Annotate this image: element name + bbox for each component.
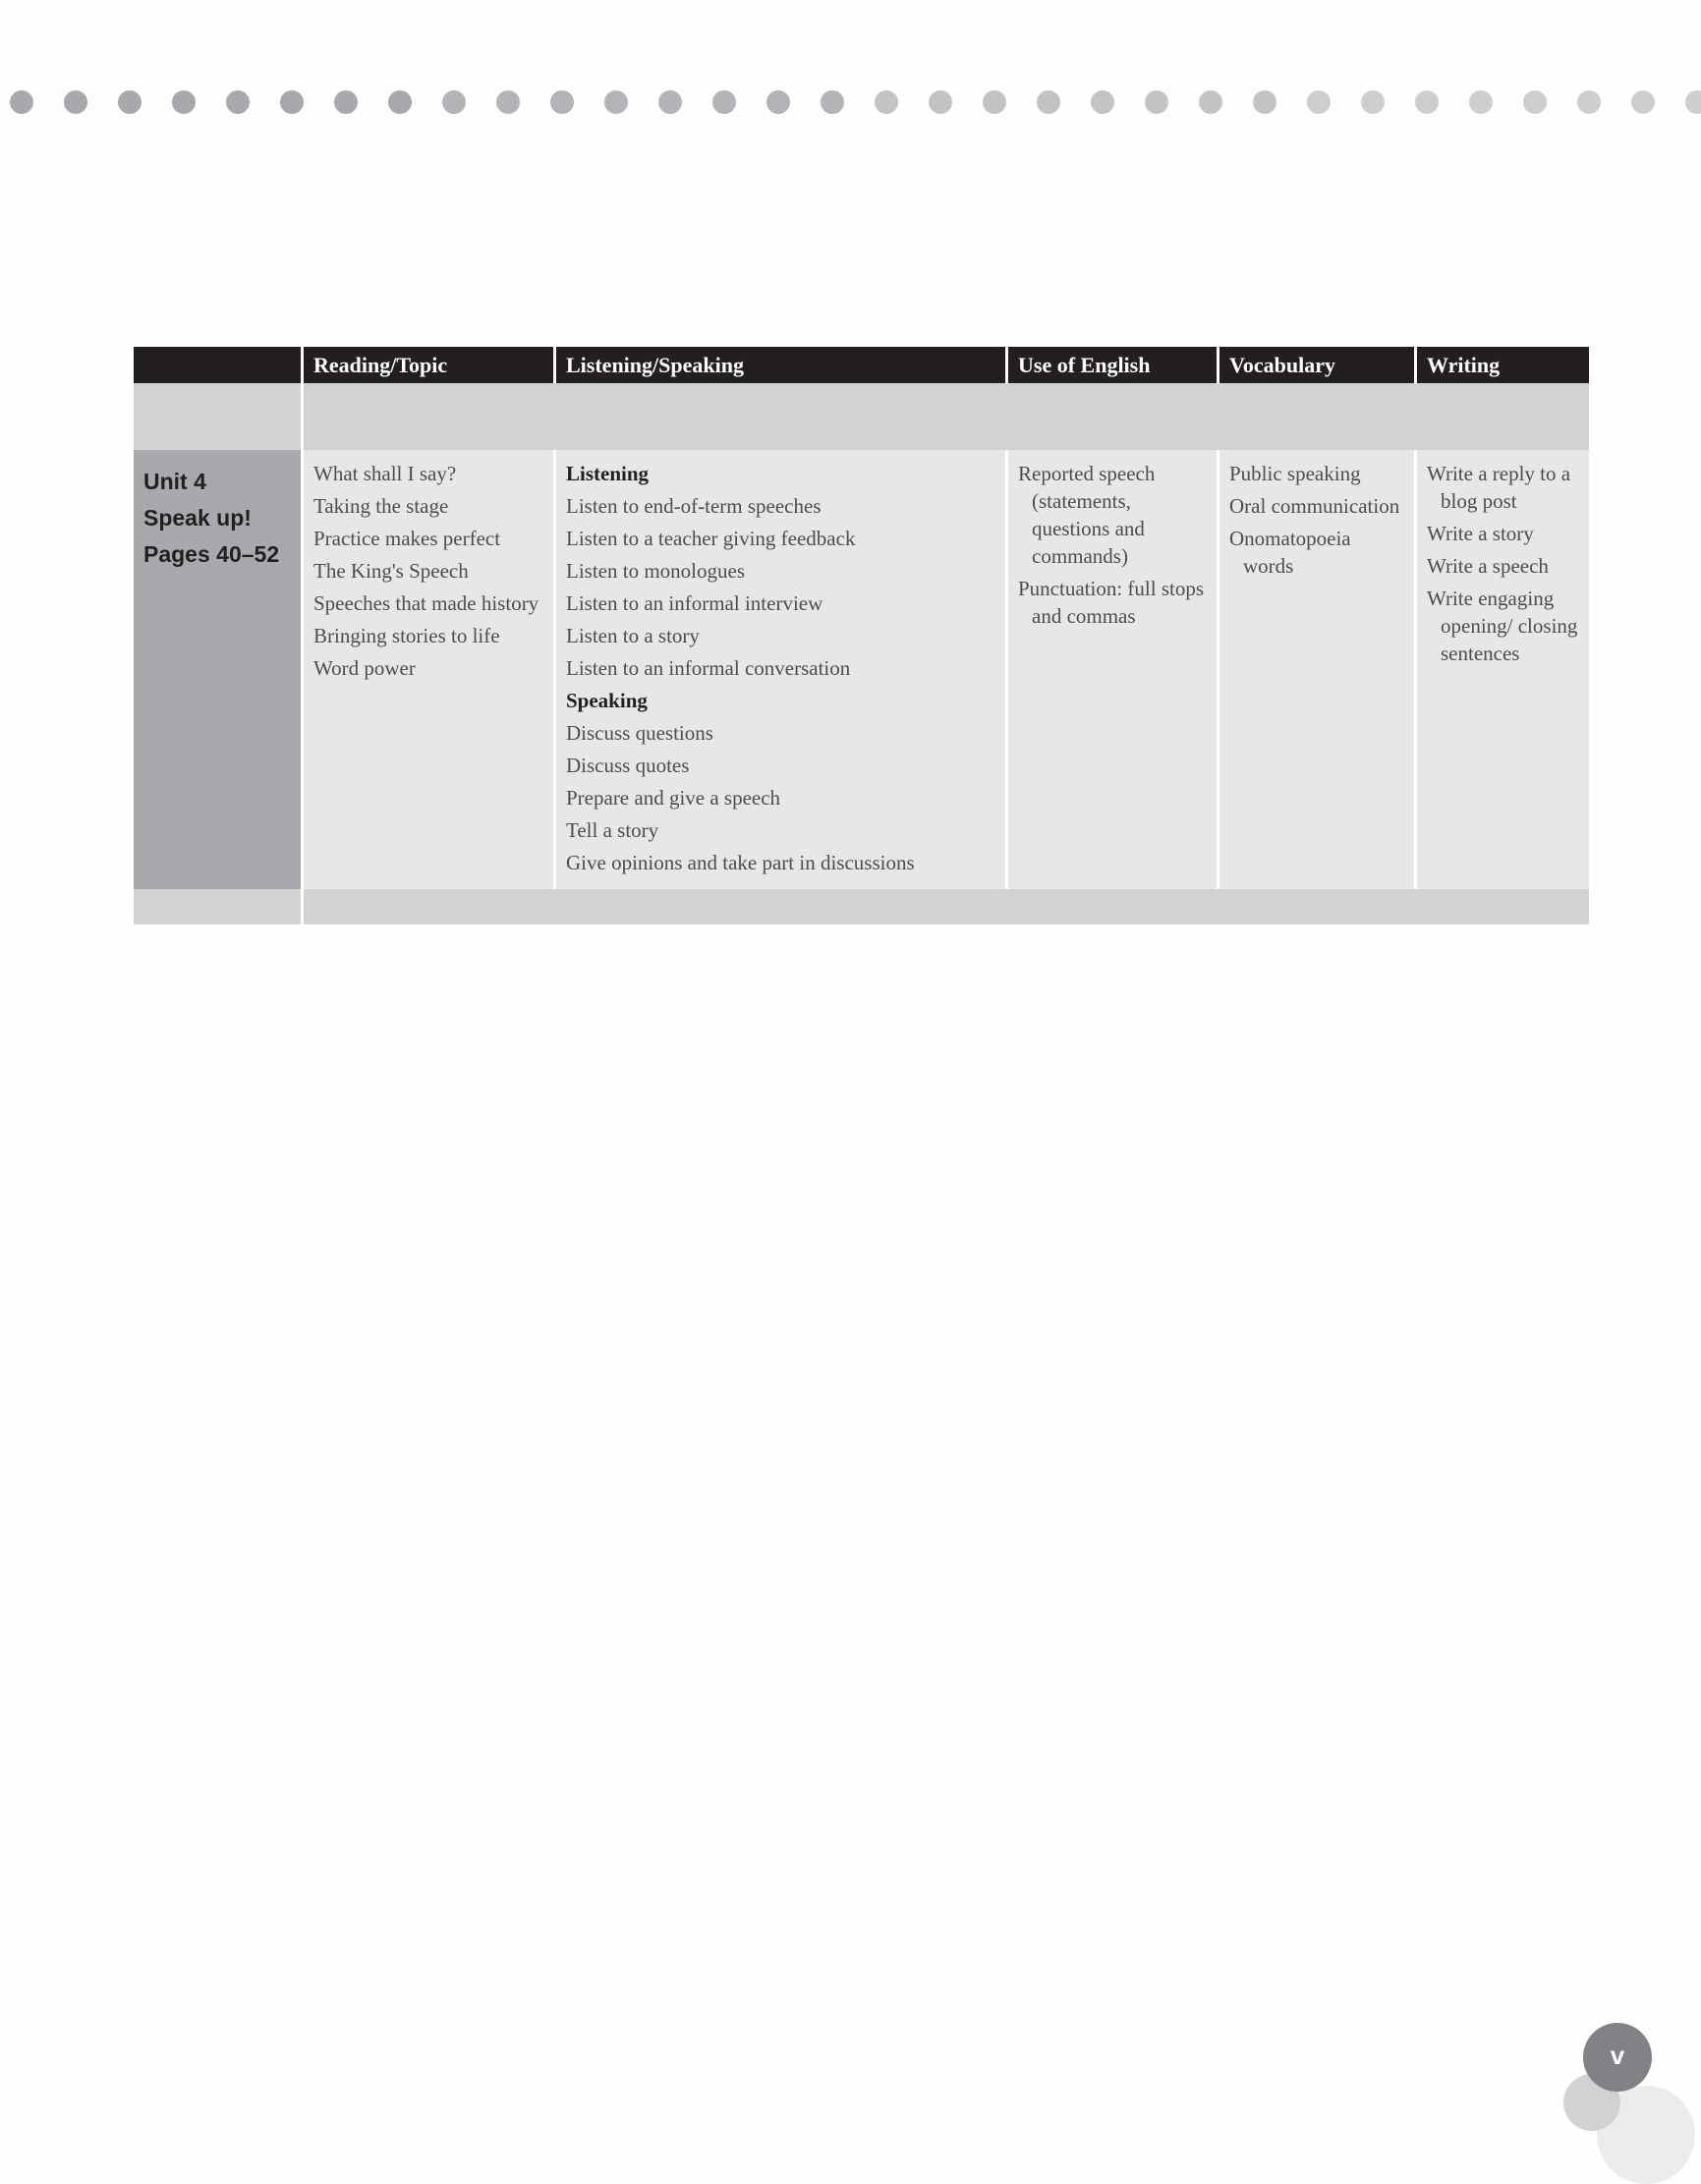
header-use-of-english: Use of English	[1005, 347, 1217, 383]
decorative-dot	[1199, 90, 1222, 114]
reading-topic-cell	[301, 450, 553, 889]
header-reading-topic: Reading/Topic	[301, 347, 553, 383]
decorative-dot	[1361, 90, 1385, 114]
list-item: Word power	[313, 656, 416, 680]
listening-list	[566, 492, 995, 682]
decorative-dot	[550, 90, 574, 114]
decorative-dot	[1631, 90, 1655, 114]
list-item: Oral communication	[1229, 494, 1400, 518]
decorative-dot	[1253, 90, 1276, 114]
list-item: Discuss quotes	[566, 754, 690, 777]
use-of-english-list	[1018, 460, 1207, 630]
decorative-dot	[64, 90, 87, 114]
footer-cell	[134, 889, 301, 924]
writing-cell	[1414, 450, 1589, 889]
decorative-dot	[766, 90, 790, 114]
decorative-dot	[388, 90, 412, 114]
vocabulary-cell	[1217, 450, 1414, 889]
list-item: Listen to an informal interview	[566, 591, 823, 615]
decorative-dot	[1469, 90, 1493, 114]
unit-title: Speak up!	[143, 505, 252, 531]
header-writing: Writing	[1414, 347, 1589, 383]
decorative-dot	[280, 90, 304, 114]
unit-row	[134, 450, 1589, 889]
list-item: Practice makes perfect	[313, 527, 501, 550]
decorative-dot	[1523, 90, 1547, 114]
list-item: Listen to a teacher giving feedback	[566, 527, 856, 550]
decorative-dot-border	[10, 90, 1701, 114]
unit-number: Unit 4	[143, 469, 206, 494]
decorative-dot	[172, 90, 196, 114]
header-listening-speaking: Listening/Speaking	[553, 347, 1005, 383]
list-item: Write a story	[1427, 522, 1534, 545]
speaking-heading: Speaking	[566, 689, 648, 712]
list-item: Write a reply to a blog post	[1427, 462, 1571, 513]
list-item: Public speaking	[1229, 462, 1361, 485]
list-item: Reported speech (statements, questions and commands)	[1018, 462, 1156, 568]
header-unit	[134, 347, 301, 383]
spacer-row	[134, 383, 1589, 450]
unit-label-cell	[134, 450, 301, 889]
decorative-dot	[1037, 90, 1060, 114]
list-item: Bringing stories to life	[313, 624, 500, 647]
list-item: Listen to end-of-term speeches	[566, 494, 822, 518]
list-item: Discuss questions	[566, 721, 713, 745]
decorative-dot	[1091, 90, 1114, 114]
use-of-english-cell	[1005, 450, 1217, 889]
listening-speaking-cell	[553, 450, 1005, 889]
spacer-cell	[301, 383, 1589, 450]
vocabulary-list	[1229, 460, 1404, 580]
list-item: Taking the stage	[313, 494, 449, 518]
list-item: Listen to monologues	[566, 559, 745, 583]
list-item: Prepare and give a speech	[566, 786, 781, 810]
decorative-dot	[1145, 90, 1168, 114]
footer-row	[134, 889, 1589, 924]
decorative-dot	[10, 90, 33, 114]
decorative-dot	[442, 90, 466, 114]
decorative-dot	[821, 90, 844, 114]
decorative-dot	[118, 90, 142, 114]
speaking-list	[566, 719, 995, 876]
decorative-dot	[226, 90, 250, 114]
decorative-dot	[983, 90, 1006, 114]
list-item: Give opinions and take part in discussions	[566, 851, 915, 874]
list-item: Listen to an informal conversation	[566, 656, 851, 680]
decorative-dot	[712, 90, 736, 114]
header-vocabulary: Vocabulary	[1217, 347, 1414, 383]
decorative-dot	[1685, 90, 1701, 114]
decorative-dot	[1577, 90, 1601, 114]
table-header-row	[134, 347, 1589, 383]
list-item: Punctuation: full stops and commas	[1018, 577, 1204, 628]
decorative-dot	[1307, 90, 1331, 114]
list-item: What shall I say?	[313, 462, 457, 485]
list-item: Onomatopoeia words	[1229, 527, 1351, 578]
decorative-dot	[334, 90, 358, 114]
listening-heading: Listening	[566, 462, 650, 485]
decorative-dot	[658, 90, 682, 114]
spacer-cell	[134, 383, 301, 450]
decorative-dot	[1415, 90, 1439, 114]
list-item: Listen to a story	[566, 624, 700, 647]
unit-pages: Pages 40–52	[143, 541, 280, 567]
decorative-dot	[875, 90, 898, 114]
syllabus-table	[134, 347, 1589, 924]
writing-list	[1427, 460, 1579, 667]
list-item: The King's Speech	[313, 559, 469, 583]
page-number-badge: v	[1583, 2023, 1652, 2092]
list-item: Tell a story	[566, 818, 659, 842]
decorative-dot	[929, 90, 952, 114]
list-item: Write engaging opening/ closing sentences	[1427, 587, 1578, 665]
list-item: Write a speech	[1427, 554, 1549, 578]
reading-topic-list	[313, 460, 543, 682]
list-item: Speeches that made history	[313, 591, 539, 615]
decorative-dot	[496, 90, 520, 114]
footer-cell	[301, 889, 1589, 924]
decorative-dot	[604, 90, 628, 114]
